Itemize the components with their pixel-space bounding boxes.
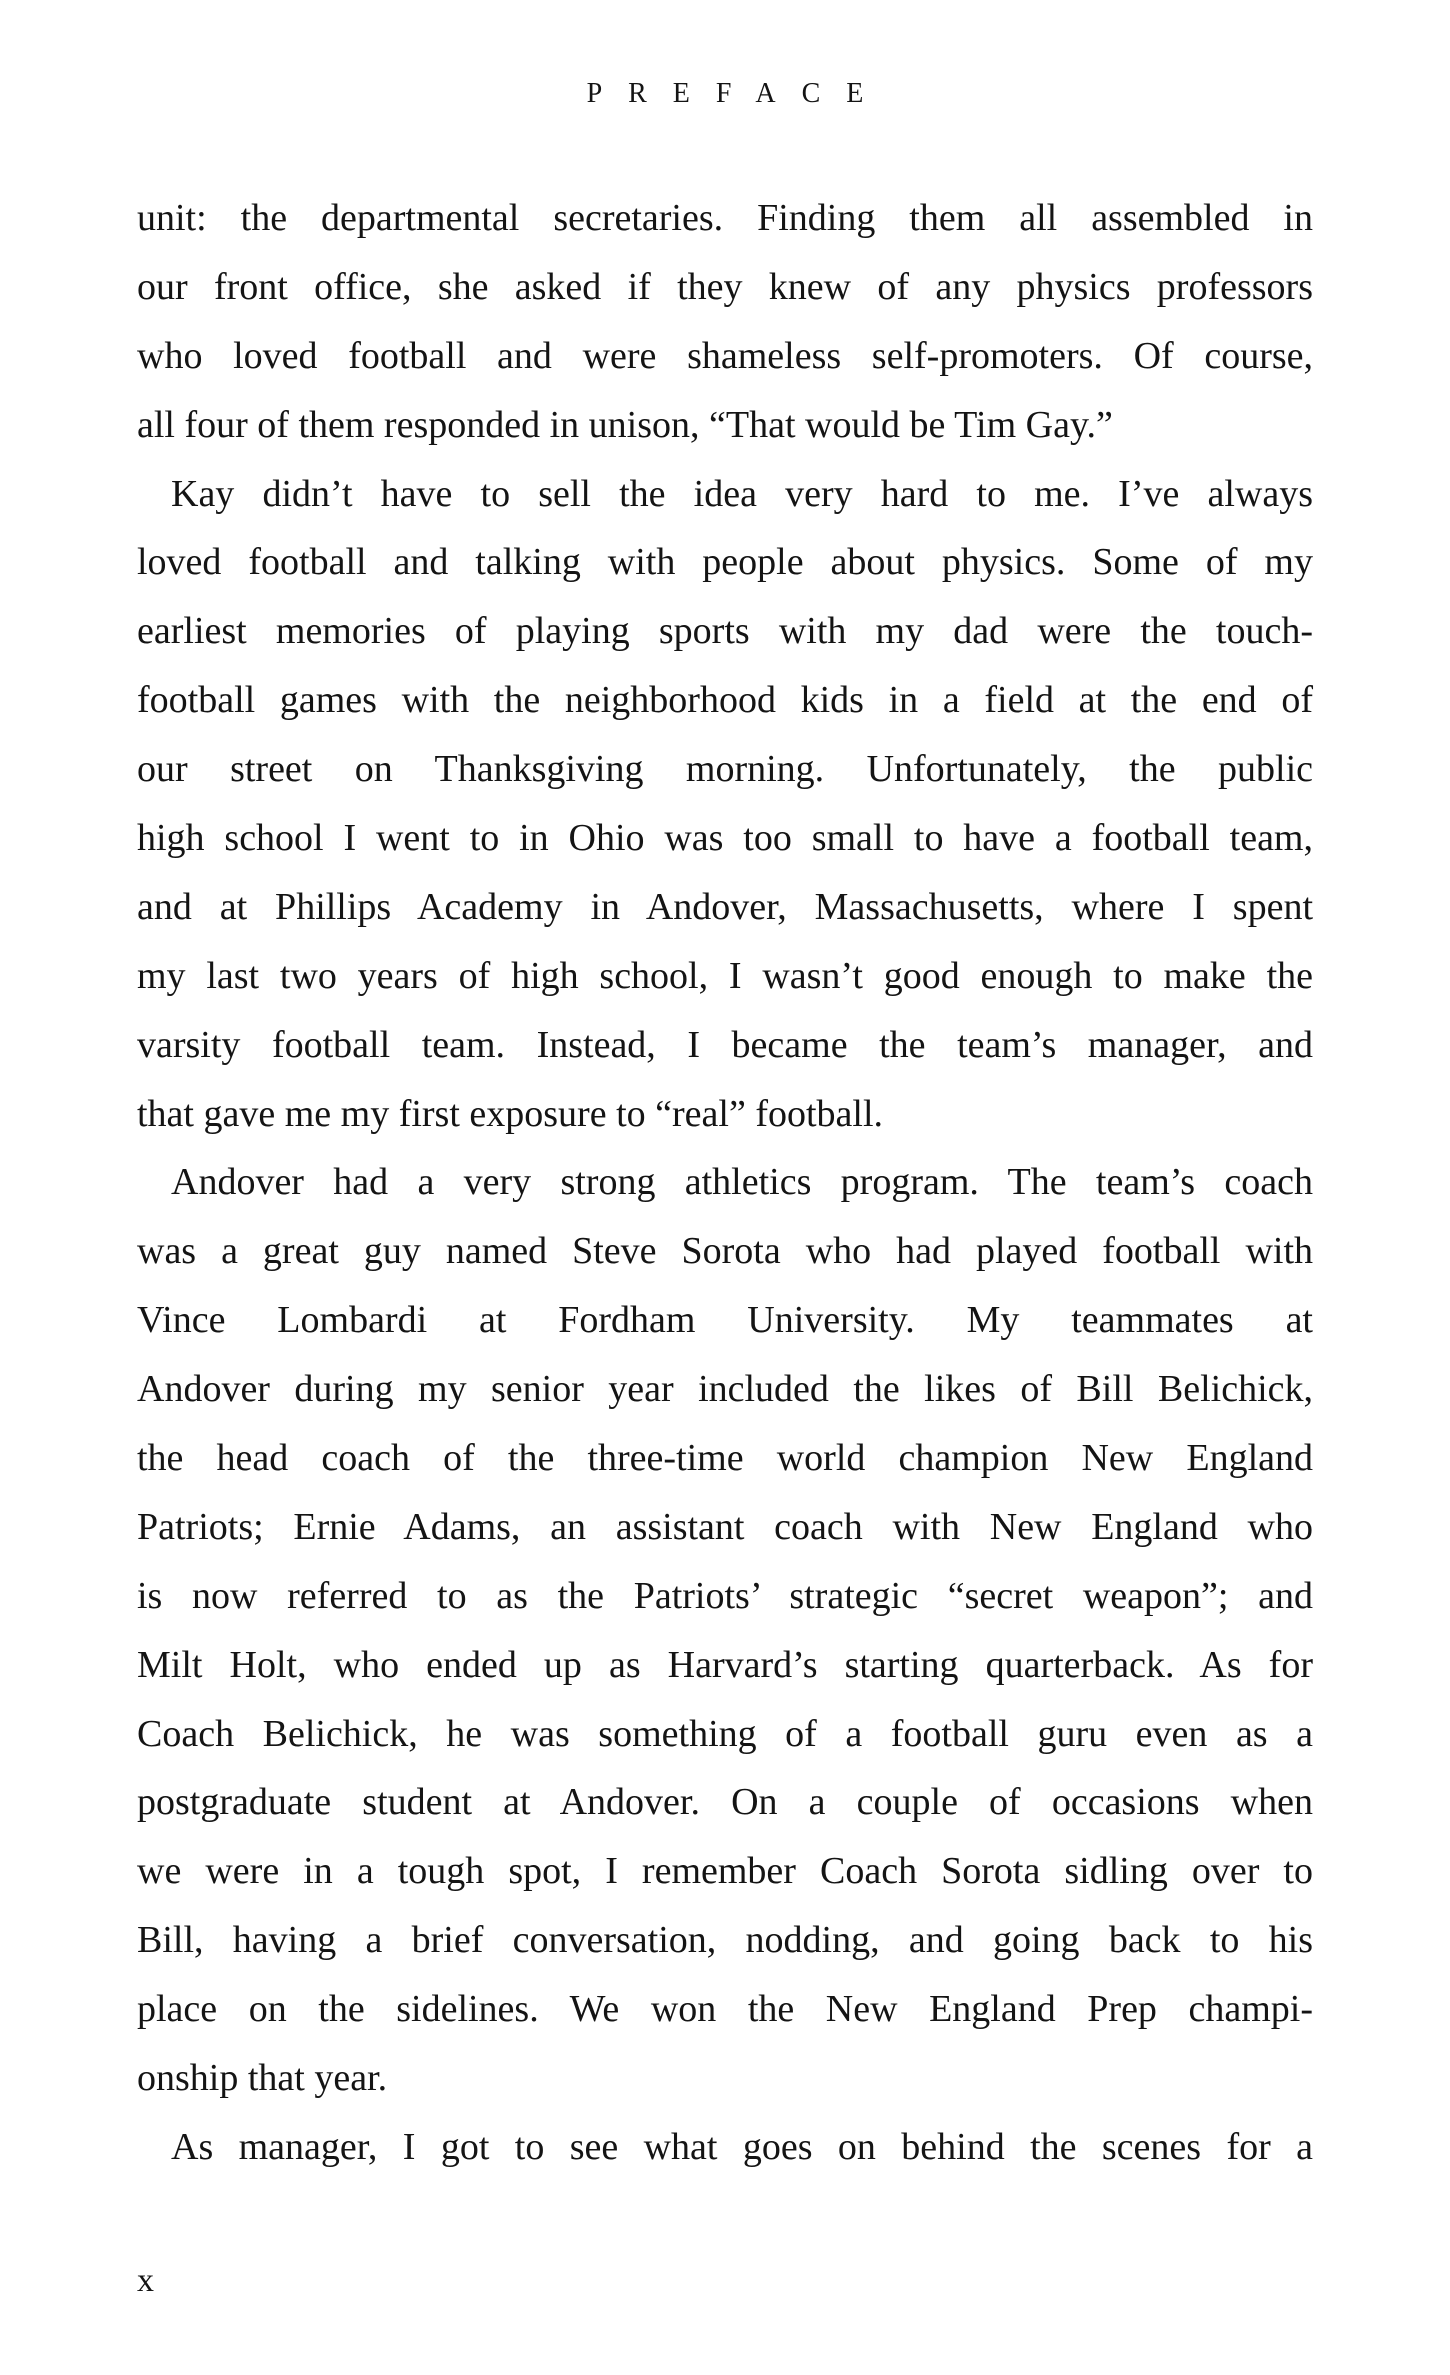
text-line: and at Phillips Academy in Andover, Massachusetts, where I spent <box>137 885 1313 928</box>
text-line: loved football and talking with people about physics. Some of my <box>137 541 1313 584</box>
text-line: high school I went to in Ohio was too small to have a football team, <box>137 817 1313 860</box>
text-line: varsity football team. Instead, I became the team’s manager, and <box>137 1023 1313 1066</box>
text-line: unit: the departmental secretaries. Finding them all assembled in <box>137 197 1313 239</box>
text-line: who loved football and were shameless self-promoters. Of course, <box>137 334 1313 377</box>
text-line: that gave me my first exposure to “real” football. <box>137 1092 884 1135</box>
text-line: Kay didn’t have to sell the idea very hard to me. I’ve always <box>171 472 1313 515</box>
text-line: we were in a tough spot, I remember Coach Sorota sidling over to <box>137 1850 1313 1893</box>
running-head: PREFACE <box>586 78 890 109</box>
text-line: As manager, I got to see what goes on behind the scenes for a <box>171 2125 1313 2168</box>
text-line: all four of them responded in unison, “That would be Tim Gay.” <box>137 403 1113 446</box>
text-line: Milt Holt, who ended up as Harvard’s starting quarterback. As for <box>137 1643 1313 1686</box>
text-line: our street on Thanksgiving morning. Unfortunately, the public <box>137 748 1313 791</box>
text-line: Andover during my senior year included the likes of Bill Belichick, <box>137 1368 1313 1411</box>
text-line: our front office, she asked if they knew of any physics professors <box>137 265 1313 308</box>
page-number: x <box>137 2262 154 2299</box>
text-line: Andover had a very strong athletics program. The team’s coach <box>171 1161 1313 1204</box>
text-line: postgraduate student at Andover. On a couple of occasions when <box>137 1781 1313 1824</box>
text-line: Coach Belichick, he was something of a football guru even as a <box>137 1712 1313 1755</box>
text-line: was a great guy named Steve Sorota who had played football with <box>137 1230 1313 1273</box>
body-text <box>137 184 1313 2182</box>
text-line: Bill, having a brief conversation, nodding, and going back to his <box>137 1919 1313 1962</box>
text-line: the head coach of the three-time world champion New England <box>137 1437 1313 1480</box>
text-line: Patriots; Ernie Adams, an assistant coach with New England who <box>137 1505 1313 1548</box>
text-line: football games with the neighborhood kids in a field at the end of <box>137 679 1313 722</box>
text-line: my last two years of high school, I wasn’t good enough to make the <box>137 954 1313 997</box>
text-line: onship that year. <box>137 2057 388 2100</box>
text-line: Vince Lombardi at Fordham University. My teammates at <box>137 1299 1313 1342</box>
text-line: earliest memories of playing sports with my dad were the touch- <box>137 610 1313 653</box>
text-line: place on the sidelines. We won the New England Prep champi- <box>137 1988 1313 2031</box>
text-line: is now referred to as the Patriots’ strategic “secret weapon”; and <box>137 1574 1313 1617</box>
